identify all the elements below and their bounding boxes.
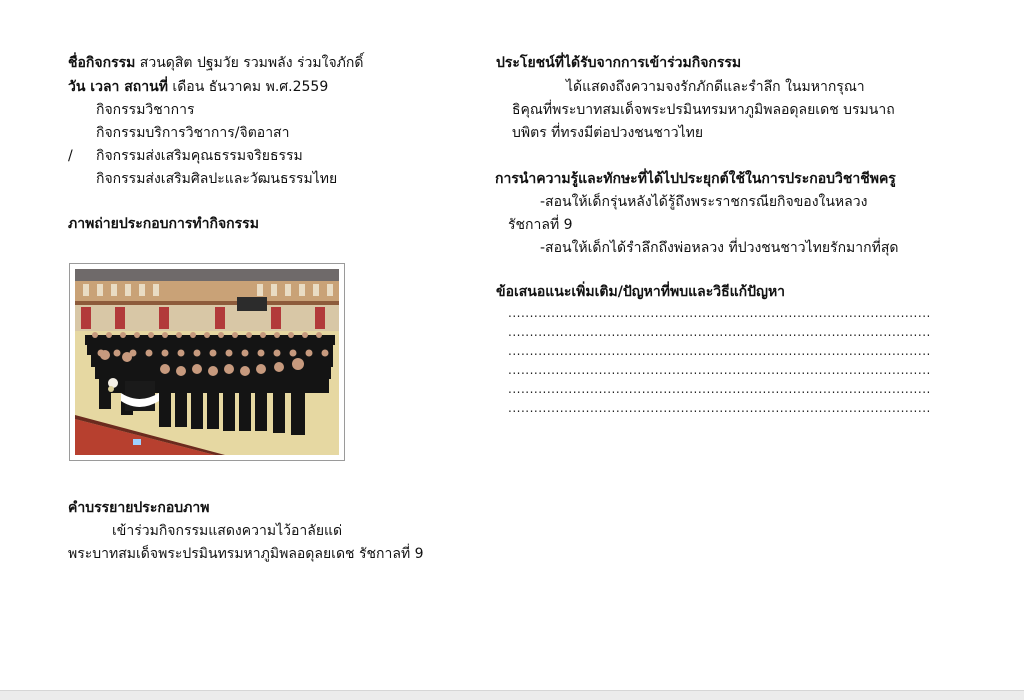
page-bottom-divider xyxy=(0,690,1024,700)
activity-type-academic: กิจกรรมวิชาการ xyxy=(96,102,195,118)
activity-name-label: ชื่อกิจกรรม xyxy=(68,55,136,71)
activity-name-value: สวนดุสิต ปฐมวัย รวมพลัง ร่วมใจภักดิ์ xyxy=(135,55,364,71)
activity-type-ethics-label: กิจกรรมส่งเสริมคุณธรรมจริยธรรม xyxy=(96,148,303,164)
suggestion-dotted-line: .................................................................................................. xyxy=(508,325,931,339)
caption-line-2: พระบาทสมเด็จพระปรมินทรมหาภูมิพลอดุลยเดช รัชกาลที่ 9 xyxy=(68,546,424,562)
application-line-1: -สอนให้เด็กรุ่นหลังได้รู้ถึงพระราชกรณียกิจของในหลวง xyxy=(540,194,868,210)
activity-when-row xyxy=(68,77,328,97)
activity-type-arts: กิจกรรมส่งเสริมศิลปะและวัฒนธรรมไทย xyxy=(96,171,338,187)
caption-line-1: เข้าร่วมกิจกรรมแสดงความไว้อาลัยแด่ xyxy=(112,523,343,539)
application-heading: การนำความรู้และทักษะที่ได้ไปประยุกต์ใช้ในการประกอบวิชาชีพครู xyxy=(495,171,896,187)
activity-photo xyxy=(69,263,345,461)
application-line-2: รัชกาลที่ 9 xyxy=(508,217,573,233)
suggestion-dotted-line: .................................................................................................. xyxy=(508,401,931,415)
suggestion-dotted-line: .................................................................................................. xyxy=(508,306,931,320)
activity-name-row xyxy=(68,53,363,73)
suggestion-dotted-line: .................................................................................................. xyxy=(508,344,931,358)
activity-when-label: วัน เวลา สถานที่ xyxy=(68,79,168,95)
suggestions-heading: ข้อเสนอแนะเพิ่มเติม/ปัญหาที่พบและวิธีแก้ปัญหา xyxy=(496,284,786,300)
activity-type-ethics xyxy=(68,146,303,166)
application-line-3: -สอนให้เด็กได้รำลึกถึงพ่อหลวง ที่ปวงชนชาวไทยรักมากที่สุด xyxy=(540,240,899,256)
activity-photo-image xyxy=(75,269,339,455)
photo-heading: ภาพถ่ายประกอบการทำกิจกรรม xyxy=(68,216,259,232)
benefits-line-3: บพิตร ที่ทรงมีต่อปวงชนชาวไทย xyxy=(512,125,704,141)
activity-type-service: กิจกรรมบริการวิชาการ/จิตอาสา xyxy=(96,125,290,141)
benefits-heading: ประโยชน์ที่ได้รับจากการเข้าร่วมกิจกรรม xyxy=(496,55,742,71)
benefits-line-1: ได้แสดงถึงความจงรักภักดีและรำลึก ในมหากรุณา xyxy=(566,79,865,95)
benefits-line-2: ธิคุณที่พระบาทสมเด็จพระปรมินทรมหาภูมิพลอดุลยเดช บรมนาถ xyxy=(512,102,895,118)
suggestion-dotted-line: .................................................................................................. xyxy=(508,382,931,396)
activity-when-value: เดือน ธันวาคม พ.ศ.2559 xyxy=(167,79,329,95)
suggestion-dotted-line: .................................................................................................. xyxy=(508,363,931,377)
selected-check-mark: / xyxy=(68,148,73,164)
caption-heading: คำบรรยายประกอบภาพ xyxy=(68,500,210,516)
